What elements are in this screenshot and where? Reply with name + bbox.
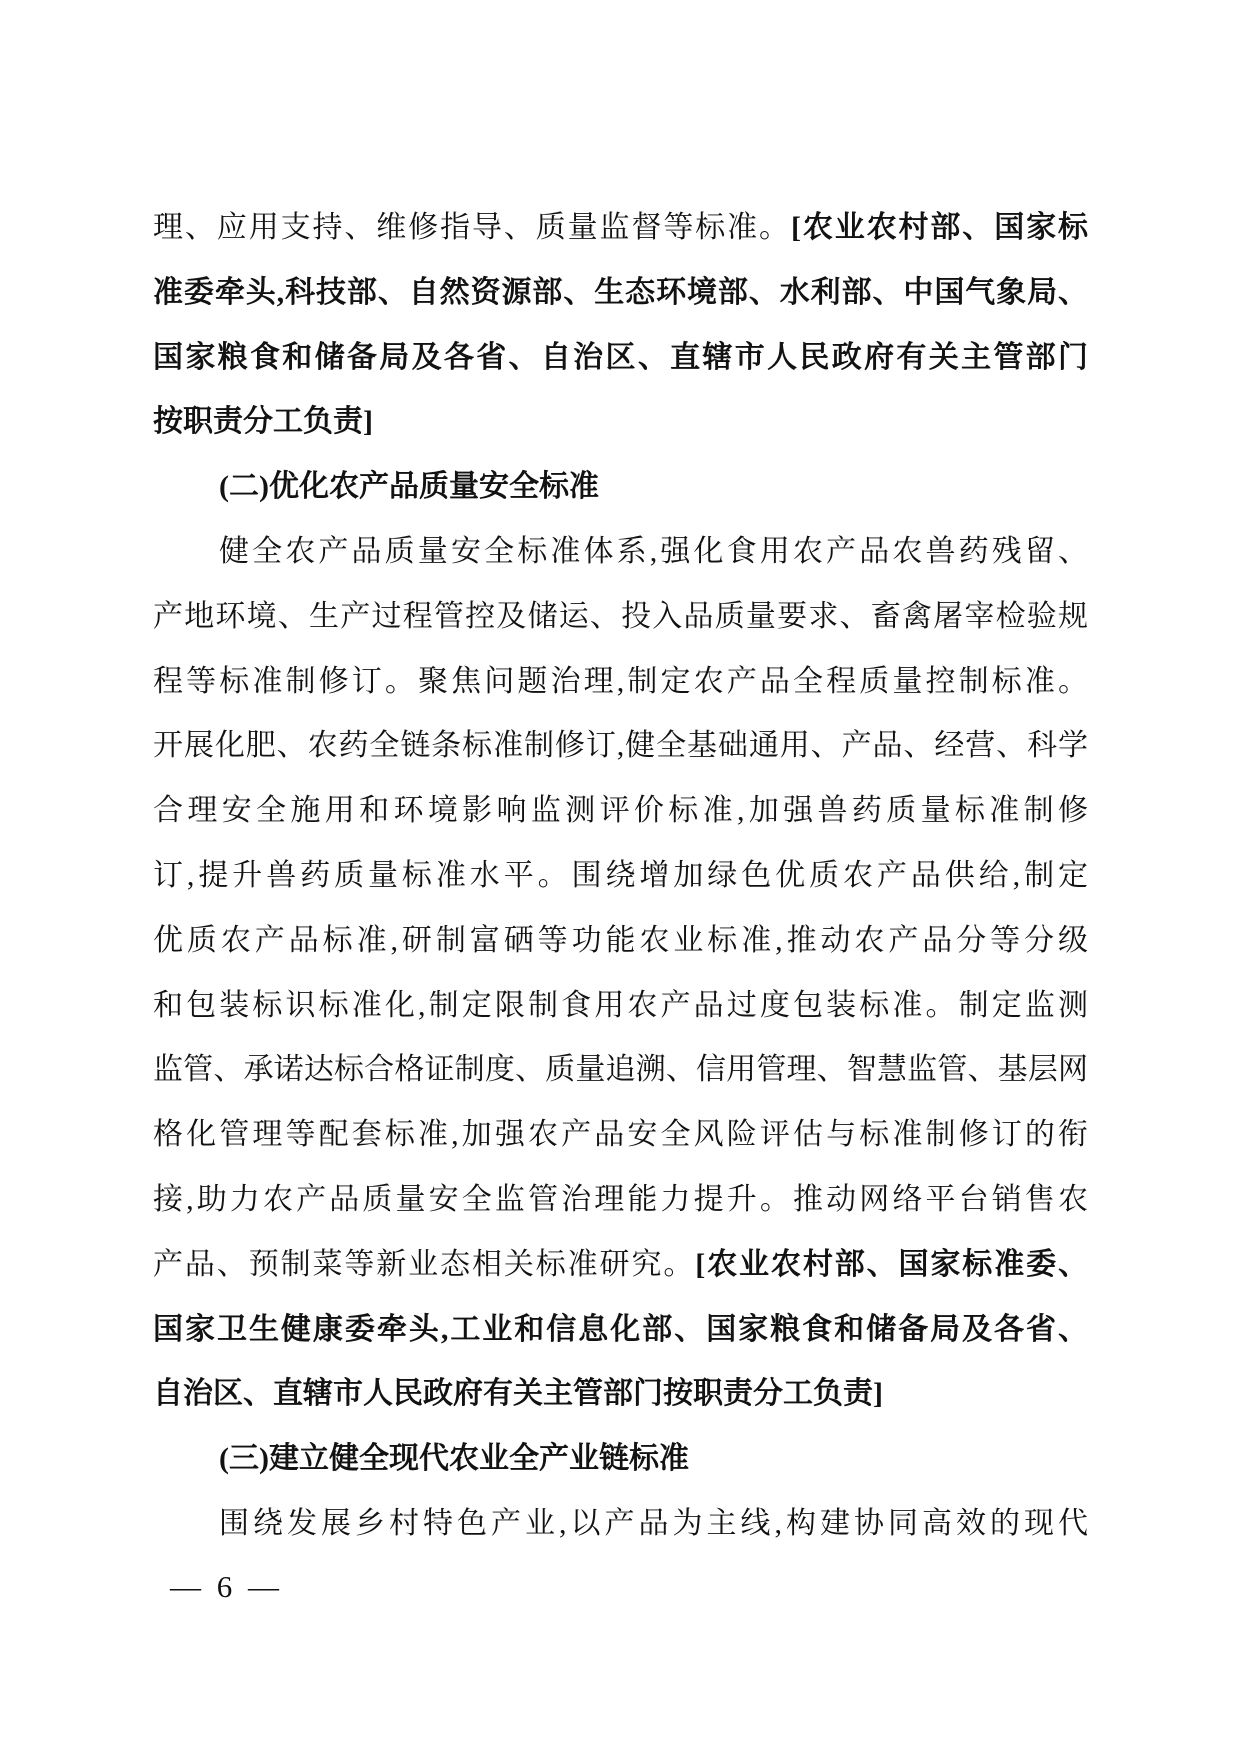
text-line xyxy=(153,1038,1088,1103)
text-line xyxy=(153,714,1088,779)
text-line xyxy=(153,520,1088,585)
body-text-segment: 监管、承诺达标合格证制度、质量追溯、信用管理、智慧监管、基层网 xyxy=(153,1053,1088,1087)
body-text-segment: 订,提升兽药质量标准水平。围绕增加绿色优质农产品供给,制定 xyxy=(153,858,1088,892)
body-text-segment: 格化管理等配套标准,加强农产品安全风险评估与标准制修订的衔 xyxy=(153,1118,1088,1152)
section-heading xyxy=(153,455,1088,520)
text-line xyxy=(153,585,1088,650)
body-text-segment: 合理安全施用和环境影响监测评价标准,加强兽药质量标准制修 xyxy=(153,794,1088,828)
body-text-segment: 开展化肥、农药全链条标准制修订,健全基础通用、产品、经营、科学 xyxy=(153,729,1088,763)
text-line xyxy=(153,974,1088,1039)
body-text-segment: 接,助力农产品质量安全监管治理能力提升。推动网络平台销售农 xyxy=(153,1182,1088,1216)
body-text-segment: 和包装标识标准化,制定限制食用农产品过度包装标准。制定监测 xyxy=(153,988,1088,1022)
text-line xyxy=(153,909,1088,974)
bold-annotation-segment: 按职责分工负责] xyxy=(153,405,373,439)
body-text-segment: 程等标准制修订。聚焦问题治理,制定农产品全程质量控制标准。 xyxy=(153,664,1088,698)
text-line xyxy=(153,1233,1088,1298)
bold-annotation-segment: (三)建立健全现代农业全产业链标准 xyxy=(219,1442,689,1476)
body-text-segment: 产地环境、生产过程管控及储运、投入品质量要求、畜禽屠宰检验规 xyxy=(153,599,1088,633)
page-number: — 6 — xyxy=(170,1569,279,1604)
body-text-segment: 理、应用支持、维修指导、质量监督等标准。 xyxy=(153,211,791,244)
bold-annotation-segment: (二)优化农产品质量安全标准 xyxy=(219,470,599,504)
document-body xyxy=(153,196,1088,1557)
bold-annotation-segment: 国家卫生健康委牵头,工业和信息化部、国家粮食和储备局及各省、 xyxy=(153,1312,1088,1346)
body-text-segment: 围绕发展乡村特色产业,以产品为主线,构建协同高效的现代 xyxy=(219,1506,1088,1540)
text-line xyxy=(153,1168,1088,1233)
text-line xyxy=(153,196,1088,261)
text-line xyxy=(153,326,1088,391)
body-text-segment: 健全农产品质量安全标准体系,强化食用农产品农兽药残留、 xyxy=(219,534,1088,568)
bold-annotation-segment: [农业农村部、国家标 xyxy=(790,211,1088,244)
text-line xyxy=(153,779,1088,844)
body-text-segment: 产品、预制菜等新业态相关标准研究。 xyxy=(153,1247,696,1281)
section-heading xyxy=(153,1427,1088,1492)
text-line xyxy=(153,844,1088,909)
text-line xyxy=(153,1362,1088,1427)
text-line xyxy=(153,1298,1088,1363)
bold-annotation-segment: 自治区、直辖市人民政府有关主管部门按职责分工负责] xyxy=(153,1377,883,1411)
text-line xyxy=(153,1103,1088,1168)
text-line xyxy=(153,261,1088,326)
bold-annotation-segment: [农业农村部、国家标准委、 xyxy=(695,1247,1088,1281)
bold-annotation-segment: 准委牵头,科技部、自然资源部、生态环境部、水利部、中国气象局、 xyxy=(153,275,1088,309)
text-line xyxy=(153,390,1088,455)
body-text-segment: 优质农产品标准,研制富硒等功能农业标准,推动农产品分等分级 xyxy=(153,923,1088,957)
bold-annotation-segment: 国家粮食和储备局及各省、自治区、直辖市人民政府有关主管部门 xyxy=(153,340,1088,374)
text-line xyxy=(153,650,1088,715)
text-line xyxy=(153,1492,1088,1557)
